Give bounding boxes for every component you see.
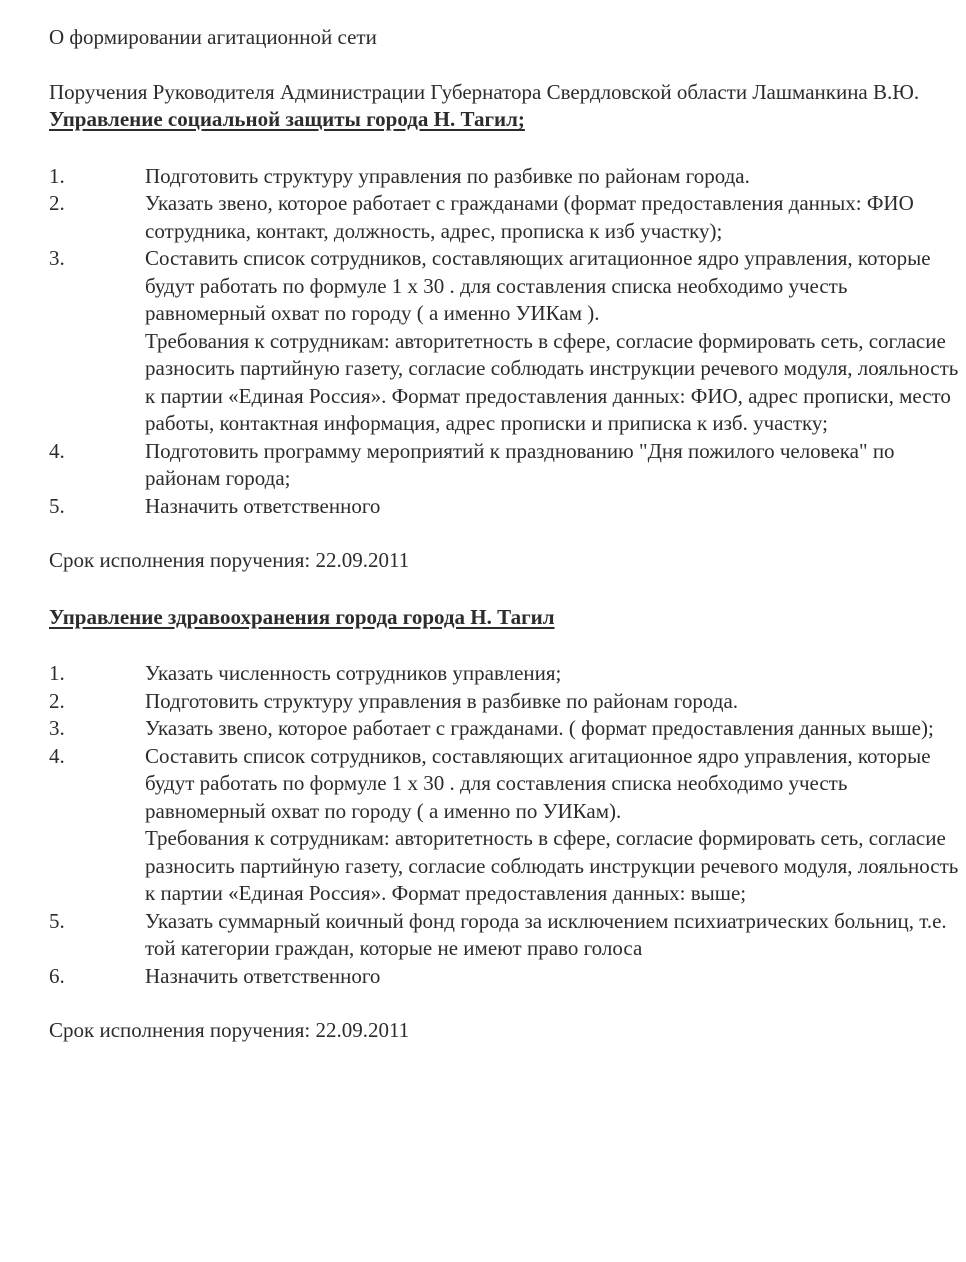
item-text: Подготовить структуру управления в разбивке по районам города. bbox=[145, 688, 739, 713]
item-number: 6. bbox=[49, 963, 65, 988]
list-item bbox=[49, 963, 959, 991]
item-text: Назначить ответственного bbox=[145, 493, 381, 518]
item-text: Составить список сотрудников, составляющих агитационное ядро управления, которые будут работать по формуле 1 х 30 . для составления списка необходимо учесть равномерный охват по городу ( а именно УИКам ). bbox=[145, 246, 931, 325]
section-social-protection bbox=[49, 106, 959, 575]
list-item bbox=[49, 908, 959, 963]
item-text: Составить список сотрудников, составляющих агитационное ядро управления, которые будут работать по формуле 1 х 30 . для составления списка необходимо учесть равномерный охват по городу ( а именно по УИКам). bbox=[145, 743, 931, 823]
item-text: Указать звено, которое работает с гражданами (формат предоставления данных: ФИО сотрудника, контакт, должность, адрес, прописка к изб участку); bbox=[145, 191, 914, 243]
list-item bbox=[49, 688, 959, 716]
item-number: 4. bbox=[49, 743, 65, 768]
item-text: Указать звено, которое работает с гражданами. ( формат предоставления данных выше); bbox=[145, 716, 934, 740]
list-item bbox=[49, 163, 959, 191]
item-text: Указать численность сотрудников управления; bbox=[145, 661, 562, 685]
item-requirements: Требования к сотрудникам: авторитетность в сфере, согласие формировать сеть, согласие разносить партийную газету, согласие соблюдать инструкции речевого модуля, лояльность к партии «Единая Россия». Формат предоставления данных: выше; bbox=[145, 826, 959, 905]
item-text: Указать суммарный коичный фонд города за исключением психиатрических больниц, т.е. той категории граждан, которые не имеют право голоса bbox=[145, 908, 947, 960]
item-text: Назначить ответственного bbox=[145, 963, 381, 988]
item-number: 1. bbox=[49, 661, 65, 685]
task-list bbox=[49, 660, 959, 990]
item-number: 5. bbox=[49, 908, 65, 933]
intro-paragraph: Поручения Руководителя Администрации Губернатора Свердловской области Лашманкина В.Ю. bbox=[49, 79, 920, 104]
document bbox=[49, 24, 959, 1045]
item-number: 3. bbox=[49, 246, 65, 270]
deadline-text: Срок исполнения поручения: 22.09.2011 bbox=[49, 1018, 410, 1042]
section-heading: Управление социальной защиты города Н. Тагил; bbox=[49, 107, 525, 131]
item-number: 3. bbox=[49, 716, 65, 740]
section-heading: Управление здравоохранения города города Н. Тагил bbox=[49, 604, 555, 629]
item-text: Подготовить программу мероприятий к празднованию "Дня пожилого человека" по районам города; bbox=[145, 438, 895, 490]
list-item bbox=[49, 660, 959, 688]
list-item bbox=[49, 438, 959, 493]
item-number: 1. bbox=[49, 163, 65, 188]
deadline-text: Срок исполнения поручения: 22.09.2011 bbox=[49, 548, 410, 572]
list-item bbox=[49, 743, 959, 908]
list-item bbox=[49, 715, 959, 743]
item-requirements: Требования к сотрудникам: авторитетность в сфере, согласие формировать сеть, согласие разносить партийную газету, согласие соблюдать инструкции речевого модуля, лояльность к партии «Единая Россия». Формат предоставления данных: ФИО, адрес прописки, место работы, контактная информация, адрес прописки и приписка к изб. участку; bbox=[145, 328, 959, 435]
item-number: 2. bbox=[49, 688, 65, 713]
item-number: 4. bbox=[49, 438, 65, 463]
item-text: Подготовить структуру управления по разбивке по районам города. bbox=[145, 163, 750, 188]
item-number: 5. bbox=[49, 493, 65, 518]
task-list bbox=[49, 163, 959, 521]
document-title: О формировании агитационной сети bbox=[49, 25, 377, 49]
list-item bbox=[49, 190, 959, 245]
list-item bbox=[49, 493, 959, 521]
list-item bbox=[49, 245, 959, 438]
section-healthcare bbox=[49, 604, 959, 1045]
item-number: 2. bbox=[49, 191, 65, 215]
